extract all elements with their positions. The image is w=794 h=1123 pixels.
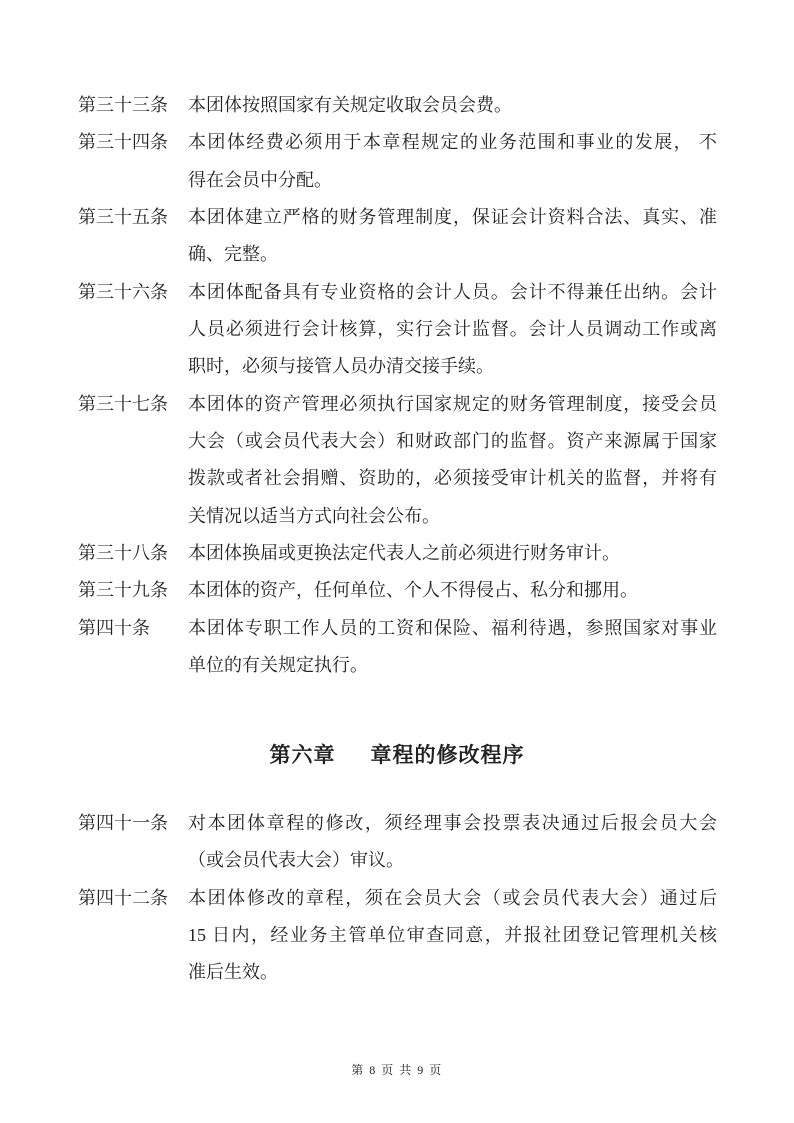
article-text: 本团体专职工作人员的工资和保险、福利待遇，参照国家对事业	[188, 617, 717, 638]
article-text: 对本团体章程的修改，须经理事会投票表决通过后报会员大会	[188, 813, 717, 833]
article-text: （或会员代表大会）审议。	[188, 850, 404, 871]
article-line	[78, 162, 717, 199]
article-line	[78, 460, 717, 497]
article-line	[78, 311, 717, 348]
article-number: 第三十三条	[78, 95, 168, 115]
article-text: 拨款或者社会捐赠、资助的，必须接受审计机关的监督，并将有	[188, 468, 717, 489]
article-text: 本团体按照国家有关规定收取会员会费。	[188, 95, 512, 115]
article-line	[78, 842, 717, 879]
article-number: 第三十五条	[78, 206, 168, 227]
page-number-label: 第 8 页 共 9 页	[351, 1063, 443, 1077]
article-number-spacer	[78, 498, 188, 535]
article-number: 第三十七条	[78, 393, 168, 414]
article-line	[78, 954, 717, 991]
article-line	[78, 572, 717, 609]
article-number: 第四十二条	[78, 887, 168, 908]
articles-section-33-40	[78, 87, 717, 684]
article-line	[78, 274, 717, 311]
article-text: 职时，必须与接管人员办清交接手续。	[188, 356, 494, 377]
article-text: 本团体经费必须用于本章程规定的业务范围和事业的发展， 不	[188, 132, 717, 153]
article-line	[78, 647, 717, 684]
article-number: 第三十八条	[78, 542, 168, 563]
article-number-spacer	[78, 954, 188, 991]
article-text: 准后生效。	[188, 962, 278, 983]
article-text: 大会（或会员代表大会）和财政部门的监督。资产来源属于国家	[188, 430, 717, 451]
article-number-spacer	[78, 236, 188, 273]
article-text: 人员必须进行会计核算，实行会计监督。会计人员调动工作或离	[188, 318, 717, 339]
article-line	[78, 87, 717, 124]
article-line	[78, 498, 717, 535]
chapter-number: 第六章	[269, 743, 336, 767]
page-footer	[0, 1062, 794, 1078]
article-text: 本团体换届或更换法定代表人之前必须进行财务审计。	[188, 542, 620, 563]
article-number: 第三十六条	[78, 281, 168, 302]
article-number-spacer	[78, 460, 188, 497]
article-text: 得在会员中分配。	[188, 169, 332, 190]
article-line	[78, 805, 717, 842]
article-number-spacer	[78, 917, 188, 954]
article-line	[78, 236, 717, 273]
article-number: 第三十九条	[78, 580, 168, 601]
article-line	[78, 917, 717, 954]
article-number-spacer	[78, 311, 188, 348]
article-line	[78, 386, 717, 423]
article-number-spacer	[78, 162, 188, 199]
article-text: 本团体的资产管理必须执行国家规定的财务管理制度，接受会员	[188, 393, 717, 414]
article-number-spacer	[78, 348, 188, 385]
article-line	[78, 348, 717, 385]
article-line	[78, 535, 717, 572]
chapter-title: 章程的修改程序	[370, 743, 525, 767]
article-text: 本团体配备具有专业资格的会计人员。会计不得兼任出纳。会计	[188, 281, 717, 302]
article-text: 本团体建立严格的财务管理制度，保证会计资料合法、真实、准	[188, 206, 717, 227]
article-number-spacer	[78, 423, 188, 460]
article-number-spacer	[78, 842, 188, 879]
article-text: 15 日内，经业务主管单位审查同意，并报社团登记管理机关核	[188, 924, 717, 945]
article-text: 本团体的资产，任何单位、个人不得侵占、私分和挪用。	[188, 580, 638, 601]
article-number: 第四十条	[78, 617, 150, 638]
article-line	[78, 880, 717, 917]
article-number: 第四十一条	[78, 813, 168, 833]
article-line	[78, 199, 717, 236]
article-text: 本团体修改的章程，须在会员大会（或会员代表大会）通过后	[188, 887, 717, 908]
article-text: 确、完整。	[188, 244, 278, 265]
article-line	[78, 423, 717, 460]
article-text: 关情况以适当方式向社会公布。	[188, 505, 440, 526]
articles-section-41-42	[78, 805, 717, 992]
article-number: 第三十四条	[78, 132, 168, 153]
article-line	[78, 610, 717, 647]
article-text: 单位的有关规定执行。	[188, 654, 368, 675]
article-number-spacer	[78, 647, 188, 684]
chapter-heading	[0, 736, 794, 774]
article-line	[78, 124, 717, 161]
